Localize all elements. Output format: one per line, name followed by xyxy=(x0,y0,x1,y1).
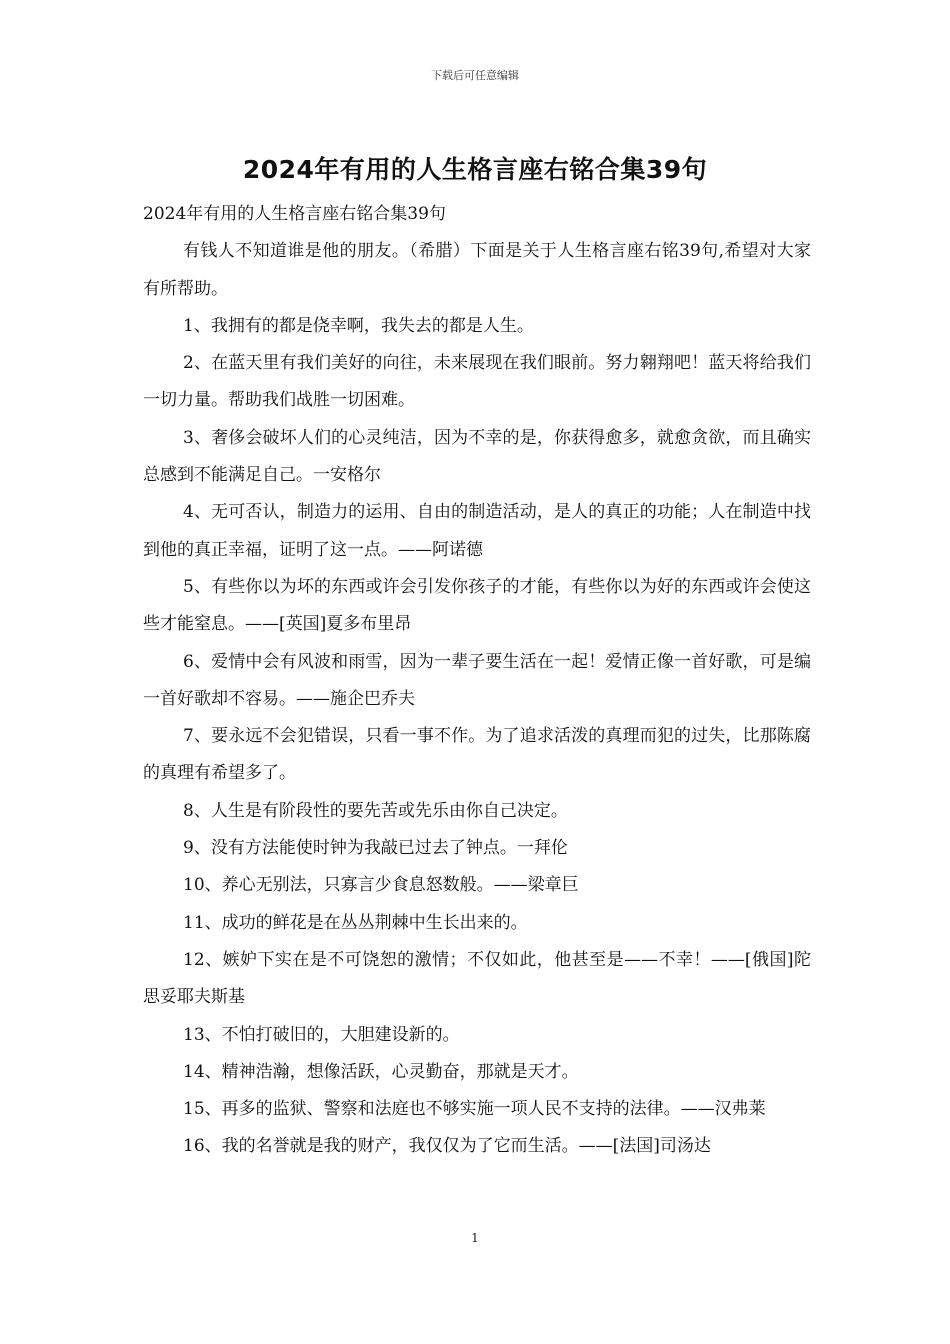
quote-paragraph: 10、养心无别法，只寡言少食息怒数般。——梁章巨 xyxy=(183,875,579,896)
quote-paragraph: 4、无可否认，制造力的运用、自由的制造活动，是人的真正的功能；人在制造中找到他的真正幸福，证明了这一点。——阿诺德 xyxy=(143,502,811,560)
subtitle-line: 2024年有用的人生格言座右铭合集39句 xyxy=(143,204,446,224)
quote-paragraph: 3、奢侈会破坏人们的心灵纯洁，因为不幸的是，你获得愈多，就愈贪欲，而且确实总感到不能满足自己。一安格尔 xyxy=(143,427,811,486)
quote-paragraph: 12、嫉妒下实在是不可饶恕的激情；不仅如此，他甚至是——不幸！——[俄国]陀思妥耶夫斯基 xyxy=(143,949,811,1008)
quote-paragraph: 5、有些你以为坏的东西或许会引发你孩子的才能，有些你以为好的东西或许会使这些才能窒息。——[英国]夏多布里昂 xyxy=(143,576,811,635)
quote-paragraph: 8、人生是有阶段性的要先苦或先乐由你自己决定。 xyxy=(183,800,568,821)
header-note: 下载后可任意编辑 xyxy=(431,69,519,82)
quote-paragraph: 9、没有方法能使时钟为我敲已过去了钟点。一拜伦 xyxy=(183,838,568,859)
quote-paragraph: 11、成功的鲜花是在丛丛荆棘中生长出来的。 xyxy=(183,912,528,933)
document-title: 2024年有用的人生格言座右铭合集39句 xyxy=(242,155,708,184)
quote-paragraph: 6、爱情中会有风波和雨雪，因为一辈子要生活在一起！爱情正像一首好歌，可是编一首好歌却不容易。——施企巴乔夫 xyxy=(143,651,811,709)
quote-paragraph: 7、要永远不会犯错误，只看一事不作。为了追求活泼的真理而犯的过失，比那陈腐的真理有希望多了。 xyxy=(143,726,811,784)
quote-paragraph: 16、我的名誉就是我的财产，我仅仅为了它而生活。——[法国]司汤达 xyxy=(183,1136,711,1157)
intro-paragraph: 有钱人不知道谁是他的朋友。（希腊）下面是关于人生格言座右铭39句,希望对大家有所帮助。 xyxy=(143,241,811,299)
quote-paragraph: 14、精神浩瀚，想像活跃，心灵勤奋，那就是天才。 xyxy=(183,1061,579,1082)
page-number: 1 xyxy=(471,1231,479,1245)
quote-paragraph: 13、不怕打破旧的，大胆建设新的。 xyxy=(183,1024,460,1045)
quote-paragraph: 2、在蓝天里有我们美好的向往，未来展现在我们眼前。努力翱翔吧！蓝天将给我们一切力量。帮助我们战胜一切困难。 xyxy=(143,353,811,411)
quote-paragraph: 1、我拥有的都是侥幸啊，我失去的都是人生。 xyxy=(183,315,534,336)
quote-paragraph: 15、再多的监狱、警察和法庭也不够实施一项人民不支持的法律。——汉弗莱 xyxy=(183,1099,766,1120)
document-body xyxy=(143,196,811,1166)
